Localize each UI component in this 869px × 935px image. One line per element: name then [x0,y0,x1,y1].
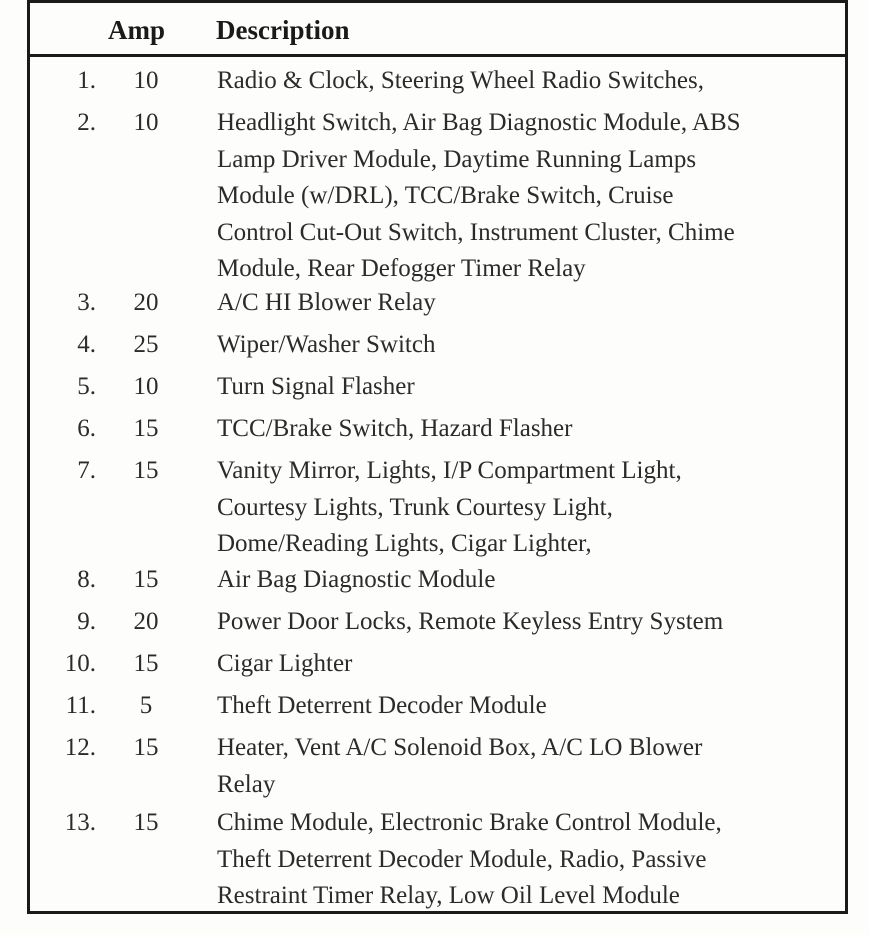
fuse-amp: 25 [133,331,159,358]
fuse-number: 4. [77,331,96,358]
fuse-amp: 15 [133,650,159,677]
fuse-amp: 20 [133,289,159,316]
fuse-amp: 15 [133,734,159,761]
fuse-number: 1. [77,67,96,94]
fuse-number: 12. [64,734,96,761]
fuse-description: Wiper/Washer Switch [217,331,436,358]
fuse-number: 8. [77,566,96,593]
fuse-number: 9. [77,608,96,635]
fuse-description: Turn Signal Flasher [217,373,415,400]
fuse-description: Headlight Switch, Air Bag Diagnostic Module, ABS Lamp Driver Module, Daytime Running Lamps Module (w/DRL), TCC/Brake Switch, Cruise Control Cut-Out Switch, Instrument Cluster, Chime Module, Rear Defogger Timer Relay [217,109,741,282]
fuse-description: Radio & Clock, Steering Wheel Radio Switches, [217,67,704,94]
fuse-number: 5. [77,373,96,400]
fuse-amp: 15 [133,566,159,593]
fuse-amp: 15 [133,457,159,484]
fuse-number: 2. [77,109,96,136]
fuse-description: Air Bag Diagnostic Module [217,566,496,593]
fuse-number: 11. [65,692,96,719]
fuse-table [27,0,848,914]
fuse-amp: 5 [139,692,153,719]
fuse-description: A/C HI Blower Relay [217,289,436,316]
fuse-description: TCC/Brake Switch, Hazard Flasher [217,415,573,442]
fuse-amp: 10 [133,67,159,94]
fuse-description: Vanity Mirror, Lights, I/P Compartment Light, Courtesy Lights, Trunk Courtesy Light, Dome/Reading Lights, Cigar Lighter, [217,457,682,557]
fuse-description: Heater, Vent A/C Solenoid Box, A/C LO Blower Relay [217,734,703,798]
header-description: Description [216,15,350,45]
header-amp: Amp [108,15,166,45]
fuse-number: 13. [64,809,96,836]
fuse-amp: 15 [133,415,159,442]
fuse-amp: 20 [133,608,159,635]
fuse-description: Theft Deterrent Decoder Module [217,692,547,719]
fuse-number: 6. [77,415,96,442]
fuse-description: Chime Module, Electronic Brake Control Module, Theft Deterrent Decoder Module, Radio, Passive Restraint Timer Relay, Low Oil Level Module [217,809,722,909]
fuse-amp: 15 [133,809,159,836]
fuse-amp: 10 [133,373,159,400]
fuse-description: Power Door Locks, Remote Keyless Entry System [217,608,724,635]
fuse-number: 3. [77,289,96,316]
table-header-row [30,0,845,57]
fuse-number: 7. [77,457,96,484]
fuse-amp: 10 [133,109,159,136]
fuse-description: Cigar Lighter [217,650,353,677]
fuse-number: 10. [64,650,96,677]
